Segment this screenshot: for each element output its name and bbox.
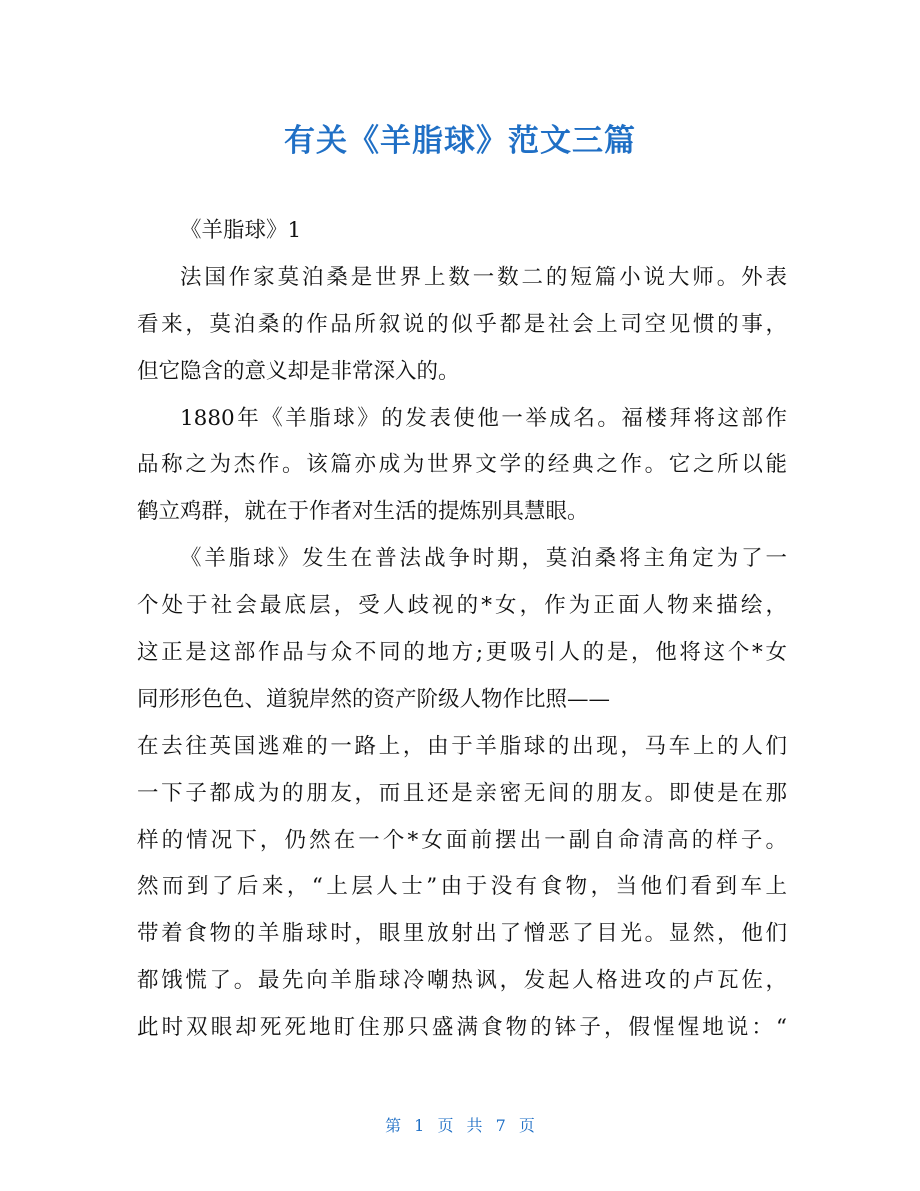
text-line: 在去往英国逃难的一路上，由于羊脂球的出现，马车上的人们: [137, 733, 787, 759]
text-line: 这正是这部作品与众不同的地方;更吸引人的是，他将这个*女: [137, 640, 787, 666]
text-line: 1880年《羊脂球》的发表使他一举成名。福楼拜将这部作: [180, 405, 787, 431]
text-line: 鹤立鸡群，就在于作者对生活的提炼别具慧眼。: [137, 499, 589, 525]
text-line: 个处于社会最底层，受人歧视的*女，作为正面人物来描绘，: [137, 593, 787, 619]
text-line: 但它隐含的意义却是非常深入的。: [137, 358, 460, 384]
text-line: 样的情况下，仍然在一个*女面前摆出一副自命清高的样子。: [137, 827, 787, 853]
text-line: 带着食物的羊脂球时，眼里放射出了憎恶了目光。显然，他们: [137, 921, 787, 947]
text-line: 同形形色色、道貌岸然的资产阶级人物作比照——: [137, 686, 611, 712]
page-title: 有关《羊脂球》范文三篇: [284, 123, 636, 159]
text-line: 都饿慌了。最先向羊脂球冷嘲热讽，发起人格进攻的卢瓦佐，: [137, 968, 787, 994]
section-heading: 《羊脂球》1: [180, 218, 302, 243]
text-line: 一下子都成为的朋友，而且还是亲密无间的朋友。即使是在那: [137, 780, 787, 806]
text-line: 此时双眼却死死地盯住那只盛满食物的钵子，假惺惺地说：“: [137, 1015, 787, 1041]
text-line: 法国作家莫泊桑是世界上数一数二的短篇小说大师。外表: [180, 264, 787, 290]
document-body: [137, 208, 787, 1052]
page-footer: 第 1 页 共 7 页: [385, 1116, 535, 1135]
text-line: 品称之为杰作。该篇亦成为世界文学的经典之作。它之所以能: [137, 452, 787, 478]
text-line: 然而到了后来，“上层人士”由于没有食物，当他们看到车上: [137, 874, 787, 900]
text-line: 看来，莫泊桑的作品所叙说的似乎都是社会上司空见惯的事，: [137, 311, 787, 337]
text-line: 《羊脂球》发生在普法战争时期，莫泊桑将主角定为了一: [180, 546, 787, 572]
